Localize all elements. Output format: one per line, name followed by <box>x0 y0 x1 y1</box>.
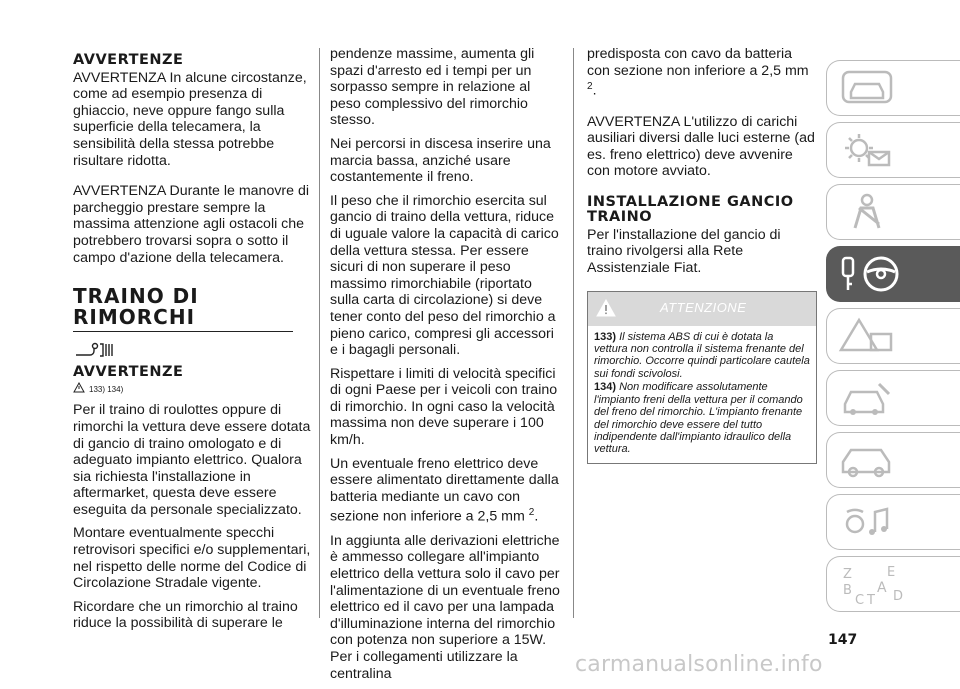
paragraph: Per l'installazione del gancio di traino rivolgersi alla Rete Assistenziale Fiat. <box>587 226 781 277</box>
svg-text:B: B <box>843 583 852 598</box>
svg-text:D: D <box>893 589 904 604</box>
paragraph: predisposta con cavo da batteria con sezione non inferiore a 2,5 mm $^2$. <box>587 46 809 99</box>
tab-emergency[interactable] <box>826 308 960 364</box>
tab-index[interactable] <box>826 556 960 612</box>
paragraph: In aggiunta alle derivazioni elettriche è ammesso collegare all'impianto elettrico della vettura solo il cavo per l'alimentazione di un eventuale freno elettrico ed il cavo per una lampada d'illuminazione interna del rimorchio con potenza non superiore a 15W. Per i collegamenti utilizzare la centralina <box>330 532 560 682</box>
page-number: 147 <box>828 632 858 648</box>
index-letters-icon <box>837 562 907 606</box>
emergency-triangle-icon <box>837 316 897 356</box>
attention-header <box>588 292 816 326</box>
tab-safety[interactable] <box>826 184 960 240</box>
attention-title: ATTENZIONE <box>660 300 747 316</box>
seat-safety-icon <box>837 192 897 232</box>
multimedia-icon <box>837 502 897 542</box>
tab-maintenance[interactable] <box>826 370 960 426</box>
paragraph: Un eventuale freno elettrico deve essere alimentato direttamente dalla batteria mediante un cavo con sezione non inferiore a 2,5 mm $^2$. <box>330 455 559 526</box>
paragraph: pendenze massime, aumenta gli spazi d'arresto ed i tempi per un sorpasso sempre in relazione al peso complessivo del rimorchio stesso. <box>330 46 535 129</box>
warning-refs <box>73 382 313 400</box>
maintenance-car-icon <box>837 378 897 418</box>
paragraph: Nei percorsi in discesa inserire una marcia bassa, anziché usare costantemente il freno. <box>330 135 551 186</box>
tab-warning-lights[interactable] <box>826 122 960 178</box>
tab-driving[interactable] <box>826 246 960 302</box>
chapter-sidebar <box>826 60 960 618</box>
refs-text: 133) 134) <box>89 385 124 395</box>
paragraph: Rispettare i limiti di velocità specifici di ogni Paese per i veicoli con traino di rimorchio. In ogni caso la velocità massima non deve superare i 100 km/h. <box>330 365 558 449</box>
section-title-installazione: INSTALLAZIONE GANCIO TRAINO <box>587 193 794 225</box>
warning-triangle-icon <box>73 382 85 400</box>
steering-wheel-key-icon <box>837 252 907 296</box>
paragraph: Il peso che il rimorchio esercita sul gancio di traino della vettura, riduce di uguale valore la capacità di carico della vettura stessa. Per essere sicuri di non superare il peso massimo rimorchiabile (riportato sulla carta di circolazione) si deve tener conto del peso del rimorchio a pieno carico, compresi gli accessori e i bagagli personali. <box>330 192 559 359</box>
attention-body <box>588 326 816 463</box>
svg-text:T: T <box>867 593 875 606</box>
column-2 <box>330 46 564 689</box>
paragraph: AVVERTENZA L'utilizzo di carichi ausiliari diversi dalle luci esterne (ad es. freno elettrico) deve avvenire con motore avviato. <box>587 113 815 180</box>
column-1 <box>73 52 313 639</box>
tab-multimedia[interactable] <box>826 494 960 550</box>
specifications-icon <box>837 440 897 480</box>
svg-text:Z: Z <box>843 567 852 582</box>
paragraph: Ricordare che un rimorchio al traino riduce la possibilità di superare le <box>73 598 298 632</box>
warning-triangle-icon <box>596 299 616 322</box>
column-divider <box>319 48 320 618</box>
tab-dashboard[interactable] <box>826 60 960 116</box>
paragraph: Montare eventualmente specchi retrovisori specifici e/o supplementari, nel rispetto delle norme del Codice di Circolazione Stradale vigente. <box>73 525 311 592</box>
attention-item: 134) Non modificare assolutamente l'impianto freni della vettura per il comando del freno del rimorchio. L'impianto frenante del rimorchio deve essere del tutto indipendente dall'impianto idraulico della vettura. <box>594 381 803 456</box>
heading-avvertenze: AVVERTENZE <box>73 364 184 381</box>
svg-text:E: E <box>887 565 896 580</box>
tab-specifications[interactable] <box>826 432 960 488</box>
heading-avvertenze: AVVERTENZE <box>73 52 184 68</box>
column-3 <box>587 46 817 464</box>
attention-box <box>587 291 817 464</box>
paragraph: Per il traino di roulottes oppure di rimorchi la vettura deve essere dotata di gancio di traino omologato e di adeguato impianto elettrico. Qualora sia richiesta l'installazione in aftermarket, questa deve essere eseguita da personale specializzato. <box>73 402 311 518</box>
column-divider <box>573 48 574 618</box>
svg-text:A: A <box>877 580 887 596</box>
section-title-traino: TRAINO DI RIMORCHI <box>73 286 293 332</box>
attention-item: 133) Il sistema ABS di cui è dotata la vettura non controlla il sistema frenante del rimorchio. Occorre quindi particolare cautela sui fondi scivolosi. <box>594 330 810 380</box>
watermark: carmanualsonline.info <box>575 652 823 677</box>
paragraph: AVVERTENZA Durante le manovre di parcheggio prestare sempre la massima attenzione agli ostacoli che potrebbero trovarsi sopra o sotto il campo d'azione della telecamera. <box>73 183 310 266</box>
warning-lights-icon <box>837 130 897 170</box>
paragraph: AVVERTENZA In alcune circostanze, come ad esempio presenza di ghiaccio, neve oppure fango sulla superficie della telecamera, la sensibilità della stessa potrebbe risultare ridotta. <box>73 69 307 169</box>
car-dashboard-icon <box>837 68 897 108</box>
tow-hook-logo-icon <box>73 340 313 362</box>
svg-text:C: C <box>855 593 865 606</box>
